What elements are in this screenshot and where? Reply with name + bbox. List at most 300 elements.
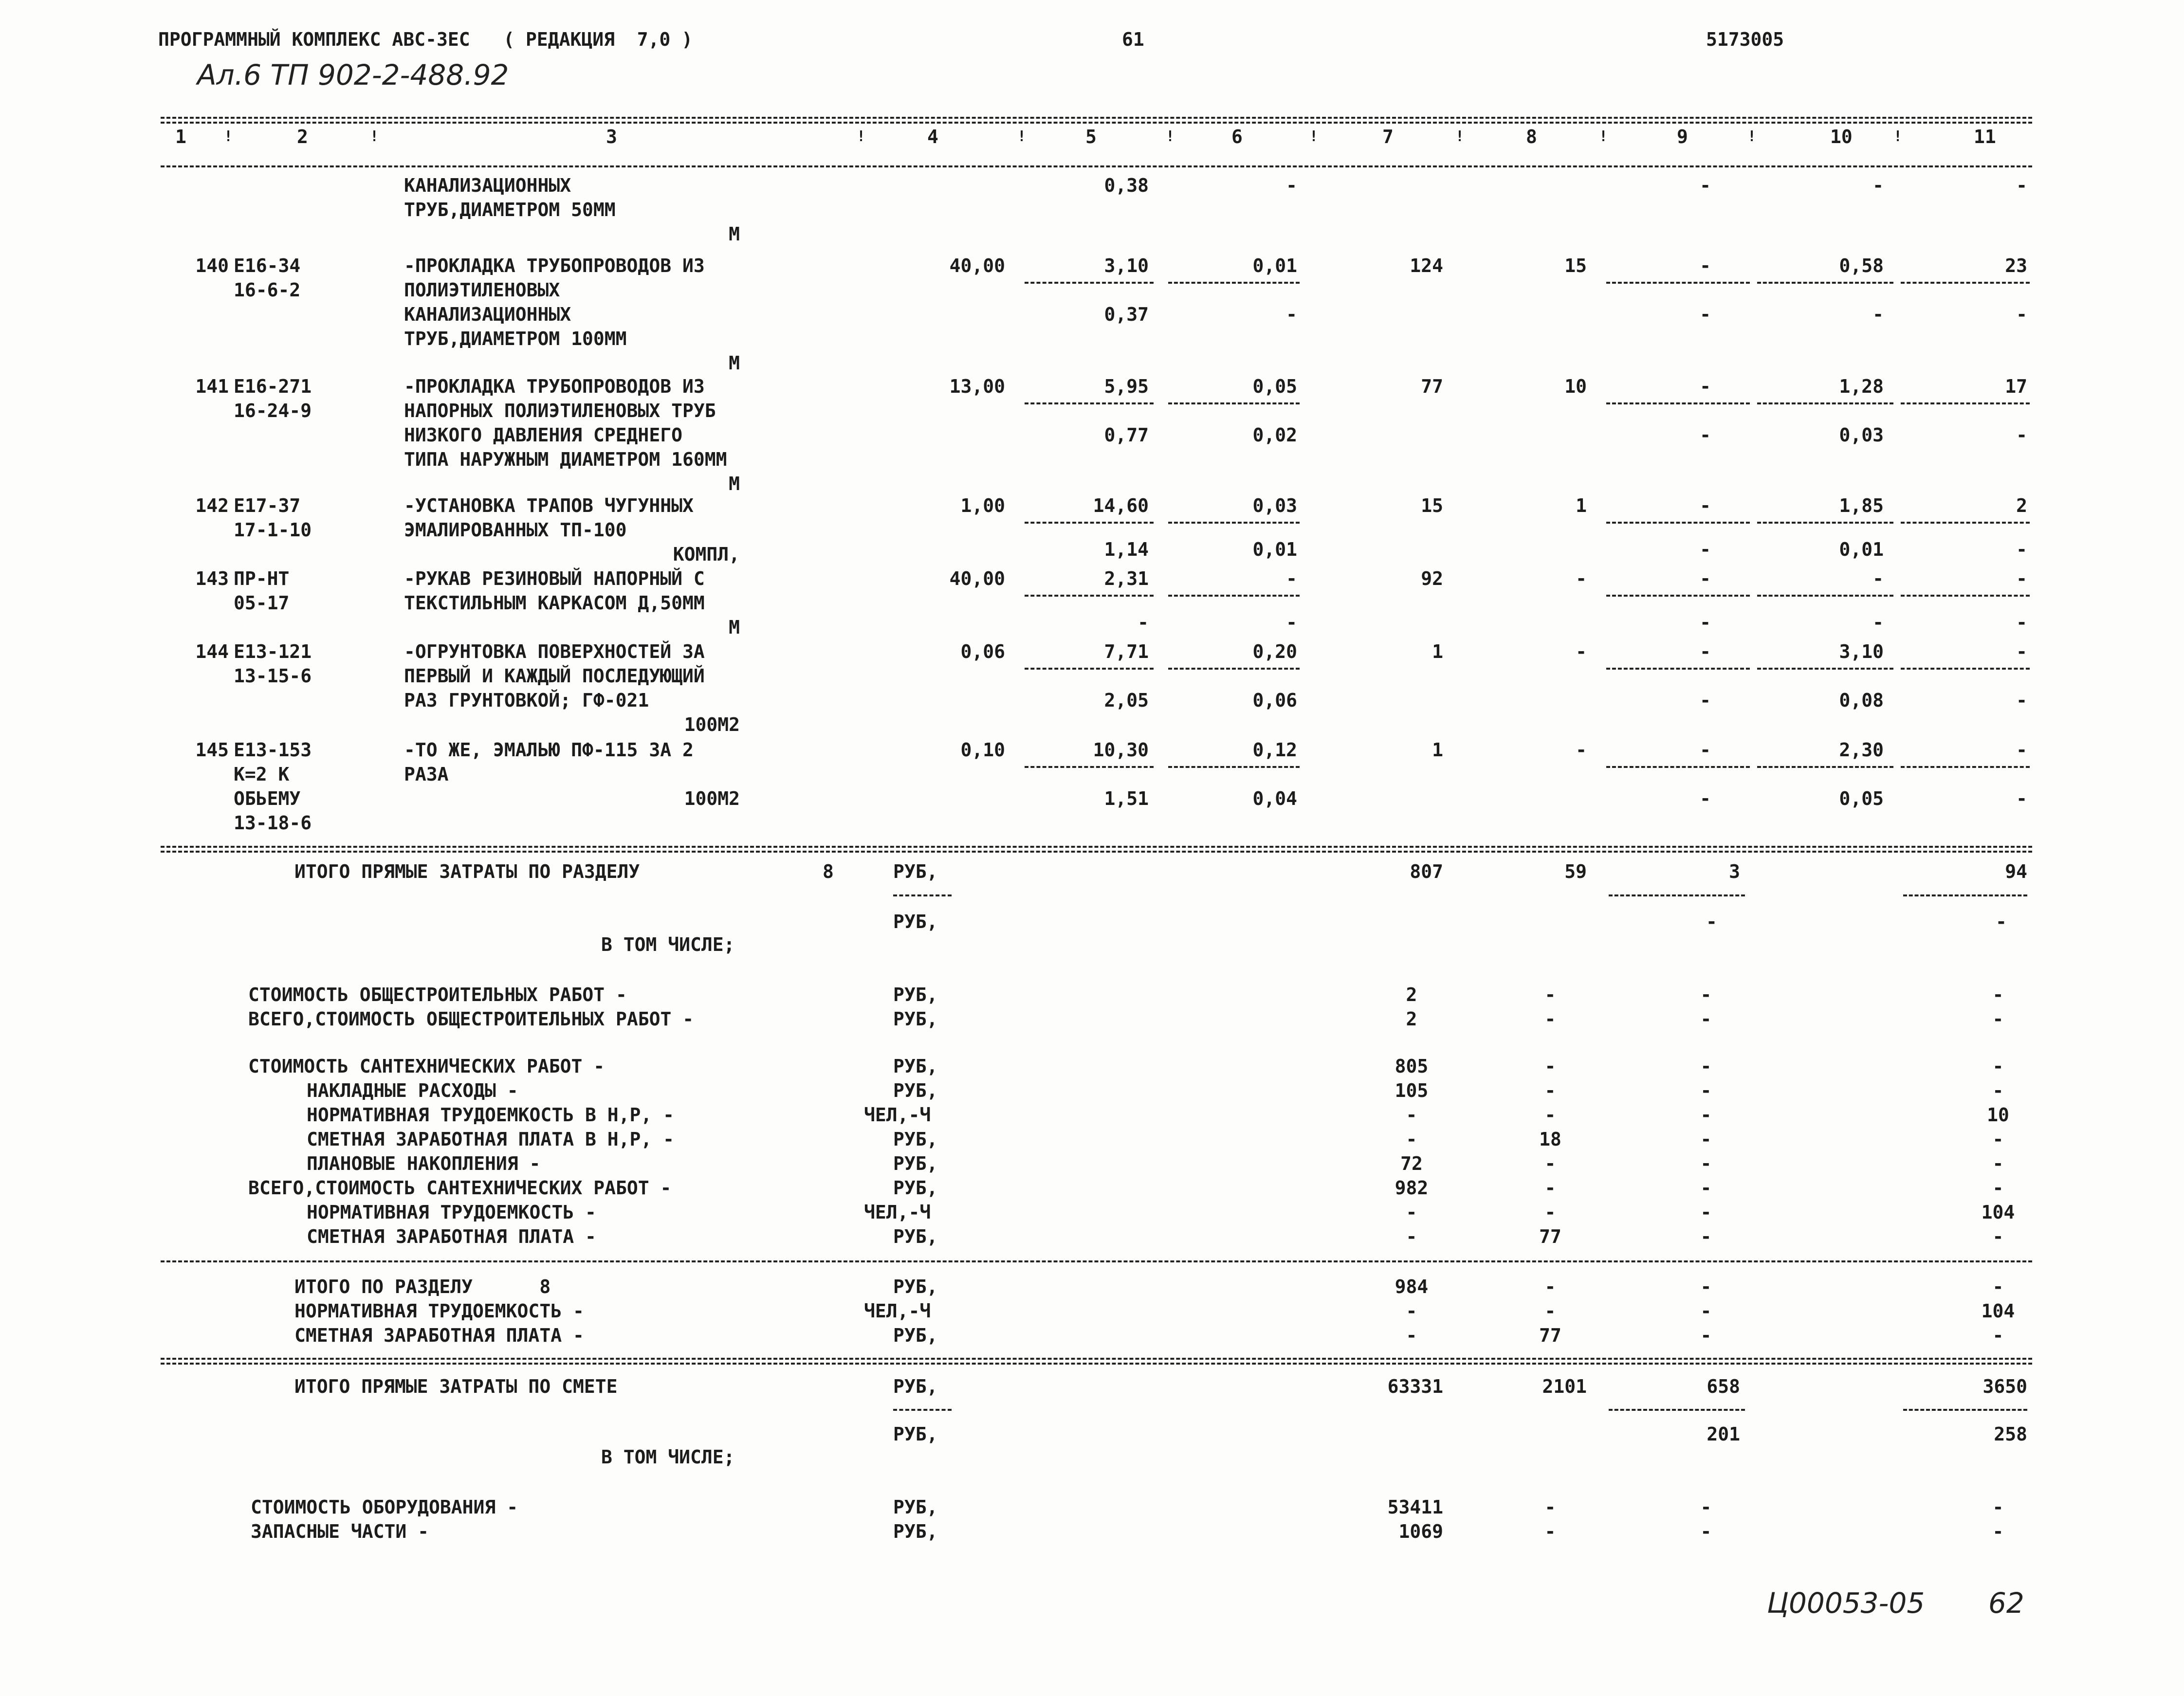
labor-machine-total: - [2016, 612, 2027, 633]
total-cost: 1069 [1398, 1521, 1443, 1542]
labor-total: - [1992, 1325, 2004, 1346]
labor-total: 3650 [1982, 1376, 2027, 1397]
total-cost: - [1406, 1129, 1417, 1150]
unit-cost-total: 14,60 [1093, 495, 1149, 516]
unit-of-measure: М [729, 352, 740, 374]
unit: РУБ, [893, 1226, 938, 1247]
unit: РУБ, [893, 911, 938, 932]
handwritten-reference: Ал.6 ТП 902-2-488.92 [197, 58, 509, 91]
unit-cost-total: 2,31 [1104, 568, 1149, 589]
unit: ЧЕЛ,-Ч [864, 1104, 931, 1126]
section-rule [161, 846, 2032, 848]
total-cost: 805 [1395, 1056, 1429, 1077]
unit-cost-machine: 0,37 [1104, 304, 1149, 325]
work-description: НАПОРНЫХ ПОЛИЭТИЛЕНОВЫХ ТРУБ [404, 400, 716, 421]
labor-machine: - [1872, 612, 1884, 633]
row-number: 141 [195, 376, 229, 397]
column-separator: ! [1599, 128, 1608, 145]
total-cost: 2 [1406, 1008, 1417, 1030]
underline-rule [1168, 402, 1300, 404]
total-cost: - [1406, 1226, 1417, 1247]
column-separator: ! [370, 128, 379, 145]
breakdown-label: НОРМАТИВНАЯ ТРУДОЕМКОСТЬ - [307, 1202, 596, 1223]
labor-total: - [1992, 1129, 2004, 1150]
work-description: РАЗ ГРУНТОВКОЙ; ГФ-021 [404, 690, 649, 711]
machine-wage: - [1700, 690, 1711, 711]
footer-doc-code: Ц00053-05 [1767, 1587, 1925, 1620]
labor-total: - [1992, 1177, 2004, 1199]
quantity: 13,00 [949, 376, 1005, 397]
unit: РУБ, [893, 1008, 938, 1030]
labor-machine-total: 258 [1994, 1423, 2027, 1445]
labor-unit: 2,30 [1839, 739, 1884, 761]
underline-rule [1901, 595, 2030, 597]
underline-rule [1609, 894, 1745, 896]
estimate-total-label: ИТОГО ПРЯМЫЕ ЗАТРАТЫ ПО СМЕТЕ [294, 1376, 618, 1397]
machine-cost: 658 [1707, 1376, 1740, 1397]
underline-rule [1025, 402, 1154, 404]
machine-wage: - [1700, 788, 1711, 809]
unit: РУБ, [893, 1056, 938, 1077]
breakdown-label: ПЛАНОВЫЕ НАКОПЛЕНИЯ - [307, 1153, 541, 1174]
unit-cost-machine: - [1138, 612, 1149, 633]
underline-rule [1757, 595, 1893, 597]
norm-code: 16-24-9 [234, 400, 312, 421]
total-cost: 2 [1406, 984, 1417, 1005]
column-header-1: 1 [175, 126, 186, 147]
total-cost: 982 [1395, 1177, 1429, 1199]
including-label: В ТОМ ЧИСЛЕ; [601, 1446, 735, 1468]
unit-cost-machine: 1,14 [1104, 539, 1149, 560]
quantity: 0,06 [960, 641, 1005, 662]
labor-total: - [2016, 641, 2027, 662]
underline-rule [1606, 668, 1750, 670]
unit: РУБ, [893, 1521, 938, 1542]
total-wage: 10 [1564, 376, 1587, 397]
unit-cost-wage: 0,03 [1252, 495, 1297, 516]
labor-machine-total: - [2016, 539, 2027, 560]
column-header-11: 11 [1974, 126, 1996, 147]
total-cost: 124 [1410, 255, 1443, 276]
underline-rule [1606, 522, 1750, 524]
labor-machine: 0,08 [1839, 690, 1884, 711]
total-cost: 72 [1400, 1153, 1423, 1174]
labor-unit: 1,28 [1839, 376, 1884, 397]
labor-machine: 0,05 [1839, 788, 1884, 809]
labor-total: 23 [2005, 255, 2027, 276]
machine-wage: - [1700, 424, 1711, 446]
norm-code: 13-15-6 [234, 665, 312, 687]
breakdown-label: СМЕТНАЯ ЗАРАБОТНАЯ ПЛАТА - [307, 1226, 596, 1247]
labor-machine-total: - [2016, 690, 2027, 711]
work-description: -ОГРУНТОВКА ПОВЕРХНОСТЕЙ ЗА [404, 641, 705, 662]
unit: РУБ, [893, 1080, 938, 1101]
work-description: КАНАЛИЗАЦИОННЫХ [404, 175, 571, 196]
labor-machine-total: - [1996, 911, 2007, 932]
breakdown-label: СТОИМОСТЬ ОБЩЕСТРОИТЕЛЬНЫХ РАБОТ - [248, 984, 627, 1005]
machine-cost: - [1700, 1325, 1712, 1346]
underline-rule [1606, 282, 1750, 284]
machine-cost: - [1700, 1496, 1712, 1518]
underline-rule [1168, 595, 1300, 597]
breakdown-label: НАКЛАДНЫЕ РАСХОДЫ - [307, 1080, 518, 1101]
total-wage: 77 [1539, 1226, 1561, 1247]
underline-rule [1606, 595, 1750, 597]
work-description: ТЕКСТИЛЬНЫМ КАРКАСОМ Д,50ММ [404, 592, 705, 614]
footer-page: 62 [1988, 1587, 2024, 1620]
machine-cost: - [1700, 1202, 1712, 1223]
summary-label: ИТОГО ПО РАЗДЕЛУ 8 [294, 1276, 551, 1297]
column-header-2: 2 [297, 126, 308, 147]
machine-cost: - [1700, 495, 1711, 516]
total-wage: - [1544, 1153, 1556, 1174]
labor-machine: 0,03 [1839, 424, 1884, 446]
labor-unit: 3,10 [1839, 641, 1884, 662]
total-wage: - [1544, 1080, 1556, 1101]
unit-cost-machine: 0,77 [1104, 424, 1149, 446]
unit-cost-wage: - [1286, 568, 1297, 589]
unit: РУБ, [893, 1423, 938, 1445]
underline-rule [1168, 668, 1300, 670]
labor-total: 17 [2005, 376, 2027, 397]
work-description: ПЕРВЫЙ И КАЖДЫЙ ПОСЛЕДУЮЩИЙ [404, 665, 705, 687]
labor-total: - [1992, 1521, 2004, 1542]
total-cost: - [1406, 1104, 1417, 1126]
unit-cost-wage: 0,12 [1252, 739, 1297, 761]
underline-rule [1168, 766, 1300, 768]
machine-wage: - [1700, 304, 1711, 325]
document-code: 5173005 [1706, 29, 1784, 50]
labor-total: - [1992, 1080, 2004, 1101]
unit-cost-total: 10,30 [1093, 739, 1149, 761]
unit: РУБ, [893, 1325, 938, 1346]
total-cost: 15 [1421, 495, 1443, 516]
work-description: НИЗКОГО ДАВЛЕНИЯ СРЕДНЕГО [404, 424, 682, 446]
total-cost: - [1406, 1300, 1417, 1322]
underline-rule [1757, 282, 1893, 284]
quantity: 40,00 [949, 568, 1005, 589]
labor-total: 94 [2005, 861, 2027, 882]
machine-cost: - [1700, 1008, 1712, 1030]
labor-total: 10 [1987, 1104, 2009, 1126]
total-cost: 1 [1432, 641, 1443, 662]
machine-cost: - [1700, 1300, 1712, 1322]
machine-cost: 3 [1729, 861, 1740, 882]
unit-cost-total: 5,95 [1104, 376, 1149, 397]
norm-code: Е13-153 [234, 739, 312, 761]
labor-total: 2 [2016, 495, 2027, 516]
unit-of-measure: М [729, 473, 740, 494]
breakdown-label: СТОИМОСТЬ САНТЕХНИЧЕСКИХ РАБОТ - [248, 1056, 605, 1077]
underline-rule [1903, 894, 2027, 896]
unit-cost-machine: 2,05 [1104, 690, 1149, 711]
labor-total: - [1992, 1226, 2004, 1247]
column-header-7: 7 [1382, 126, 1394, 147]
norm-code: 13-18-6 [234, 812, 312, 834]
summary-rule [161, 1260, 2032, 1262]
work-description: ЭМАЛИРОВАННЫХ ТП-100 [404, 519, 627, 541]
breakdown-label: СМЕТНАЯ ЗАРАБОТНАЯ ПЛАТА В Н,Р, - [307, 1129, 674, 1150]
equipment-label: СТОИМОСТЬ ОБОРУДОВАНИЯ - [251, 1496, 518, 1518]
underline-rule [1025, 282, 1154, 284]
row-number: 144 [195, 641, 229, 662]
labor-machine: - [1872, 304, 1884, 325]
underline-rule [1901, 402, 2030, 404]
total-cost: 105 [1395, 1080, 1429, 1101]
total-wage: 59 [1564, 861, 1587, 882]
machine-cost: - [1700, 984, 1712, 1005]
total-wage: 1 [1576, 495, 1587, 516]
norm-code: Е13-121 [234, 641, 312, 662]
total-wage: - [1544, 1104, 1556, 1126]
page-number: 61 [1122, 29, 1144, 50]
quantity: 40,00 [949, 255, 1005, 276]
total-wage: - [1544, 1056, 1556, 1077]
underline-rule [1901, 282, 2030, 284]
unit-cost-total: 7,71 [1104, 641, 1149, 662]
column-header-3: 3 [606, 126, 617, 147]
column-header-8: 8 [1526, 126, 1537, 147]
unit-cost-machine-wage: 0,02 [1252, 424, 1297, 446]
unit-of-measure: 100М2 [684, 788, 740, 809]
machine-cost: - [1700, 1226, 1712, 1247]
work-description: -РУКАВ РЕЗИНОВЫЙ НАПОРНЫЙ С [404, 568, 705, 589]
unit-of-measure: М [729, 617, 740, 638]
unit-cost-machine-wage: 0,04 [1252, 788, 1297, 809]
underline-rule [1606, 402, 1750, 404]
total-wage: - [1576, 641, 1587, 662]
column-header-5: 5 [1085, 126, 1097, 147]
machine-cost: - [1700, 175, 1711, 196]
work-description: РАЗА [404, 764, 449, 785]
unit-cost-wage: 0,20 [1252, 641, 1297, 662]
column-separator: ! [1166, 128, 1175, 145]
total-wage: 2101 [1542, 1376, 1587, 1397]
column-header-9: 9 [1677, 126, 1688, 147]
underline-rule [1168, 522, 1300, 524]
column-header-rule [161, 165, 2032, 167]
work-description: -ПРОКЛАДКА ТРУБОПРОВОДОВ ИЗ [404, 255, 705, 276]
total-cost: 92 [1421, 568, 1443, 589]
labor-unit: 1,85 [1839, 495, 1884, 516]
underline-rule [1025, 766, 1154, 768]
equipment-label: ЗАПАСНЫЕ ЧАСТИ - [251, 1521, 429, 1542]
total-wage: - [1544, 1202, 1556, 1223]
total-wage: 18 [1539, 1129, 1561, 1150]
column-separator: ! [1309, 128, 1319, 145]
underline-rule [1901, 766, 2030, 768]
total-cost: 53411 [1387, 1496, 1443, 1518]
unit-cost-machine-wage: - [1286, 612, 1297, 633]
breakdown-label: НОРМАТИВНАЯ ТРУДОЕМКОСТЬ В Н,Р, - [307, 1104, 674, 1126]
row-number: 142 [195, 495, 229, 516]
labor-machine-total: - [2016, 788, 2027, 809]
underline-rule [1757, 522, 1893, 524]
norm-code: Е16-271 [234, 376, 312, 397]
total-cost: - [1406, 1202, 1417, 1223]
work-description: -ТО ЖЕ, ЭМАЛЬЮ ПФ-115 ЗА 2 [404, 739, 694, 761]
labor-unit: - [1872, 568, 1884, 589]
work-description: ПОЛИЭТИЛЕНОВЫХ [404, 279, 560, 301]
norm-code: 05-17 [234, 592, 290, 614]
total-cost: 984 [1395, 1276, 1429, 1297]
total-cost: - [1406, 1325, 1417, 1346]
column-separator: ! [224, 128, 233, 145]
quantity: 1,00 [960, 495, 1005, 516]
labor-total: - [1992, 1496, 2004, 1518]
column-separator: ! [1893, 128, 1903, 145]
column-separator: ! [1747, 128, 1757, 145]
labor-unit: 0,58 [1839, 255, 1884, 276]
work-description: ТИПА НАРУЖНЫМ ДИАМЕТРОМ 160ММ [404, 449, 727, 470]
labor-total: - [2016, 568, 2027, 589]
labor-total: - [2016, 175, 2027, 196]
norm-code: ПР-НТ [234, 568, 290, 589]
total-wage: 15 [1564, 255, 1587, 276]
underline-rule [1757, 766, 1893, 768]
unit-of-measure: М [729, 223, 740, 245]
machine-cost: - [1700, 376, 1711, 397]
machine-cost: - [1700, 1153, 1712, 1174]
total-wage: 77 [1539, 1325, 1561, 1346]
machine-wage: - [1700, 539, 1711, 560]
machine-cost: - [1700, 1521, 1712, 1542]
total-wage: - [1544, 1276, 1556, 1297]
underline-rule [1901, 522, 2030, 524]
labor-total: - [2016, 739, 2027, 761]
machine-wage: - [1706, 911, 1717, 932]
unit: РУБ, [893, 1276, 938, 1297]
section-total-label: ИТОГО ПРЯМЫЕ ЗАТРАТЫ ПО РАЗДЕЛУ [294, 861, 640, 882]
unit-cost-machine-wage: - [1286, 304, 1297, 325]
summary-label: НОРМАТИВНАЯ ТРУДОЕМКОСТЬ - [294, 1300, 584, 1322]
labor-machine-total: - [2016, 304, 2027, 325]
section-rule [161, 851, 2032, 853]
underline-rule [893, 894, 952, 896]
work-description: -ПРОКЛАДКА ТРУБОПРОВОДОВ ИЗ [404, 376, 705, 397]
row-number: 140 [195, 255, 229, 276]
unit: РУБ, [893, 861, 938, 882]
machine-cost: - [1700, 641, 1711, 662]
quantity: 0,10 [960, 739, 1005, 761]
unit-cost-wage: - [1286, 175, 1297, 196]
work-description: -УСТАНОВКА ТРАПОВ ЧУГУННЫХ [404, 495, 694, 516]
underline-rule [893, 1409, 952, 1411]
labor-total: 104 [1981, 1300, 2015, 1322]
underline-rule [1757, 402, 1893, 404]
row-number: 143 [195, 568, 229, 589]
unit: РУБ, [893, 1177, 938, 1199]
underline-rule [1025, 522, 1154, 524]
labor-total: - [1992, 1276, 2004, 1297]
underline-rule [1901, 668, 2030, 670]
labor-total: - [1992, 1008, 2004, 1030]
labor-total: - [1992, 984, 2004, 1005]
table-top-rule-2 [161, 122, 2032, 124]
labor-unit: - [1872, 175, 1884, 196]
total-cost: 807 [1410, 861, 1443, 882]
total-wage: - [1544, 1008, 1556, 1030]
column-header-4: 4 [927, 126, 938, 147]
unit: ЧЕЛ,-Ч [864, 1202, 931, 1223]
breakdown-label: ВСЕГО,СТОИМОСТЬ ОБЩЕСТРОИТЕЛЬНЫХ РАБОТ - [248, 1008, 694, 1030]
unit: РУБ, [893, 1496, 938, 1518]
unit-of-measure: 100М2 [684, 714, 740, 735]
norm-code: 16-6-2 [234, 279, 301, 301]
machine-cost: - [1700, 1056, 1712, 1077]
column-header-10: 10 [1830, 126, 1853, 147]
machine-cost: - [1700, 568, 1711, 589]
machine-wage: 201 [1707, 1423, 1740, 1445]
unit-cost-total: 3,10 [1104, 255, 1149, 276]
summary-label: СМЕТНАЯ ЗАРАБОТНАЯ ПЛАТА - [294, 1325, 584, 1346]
norm-code: 17-1-10 [234, 519, 312, 541]
unit: РУБ, [893, 984, 938, 1005]
unit-cost-machine-wage: 0,06 [1252, 690, 1297, 711]
total-wage: - [1544, 1496, 1556, 1518]
machine-cost: - [1700, 739, 1711, 761]
unit: РУБ, [893, 1153, 938, 1174]
unit: РУБ, [893, 1129, 938, 1150]
estimate-rule [161, 1358, 2032, 1360]
total-wage: - [1576, 568, 1587, 589]
machine-cost: - [1700, 1080, 1712, 1101]
column-separator: ! [1455, 128, 1465, 145]
machine-cost: - [1700, 1104, 1712, 1126]
total-cost: 1 [1432, 739, 1443, 761]
breakdown-label: ВСЕГО,СТОИМОСТЬ САНТЕХНИЧЕСКИХ РАБОТ - [248, 1177, 672, 1199]
total-wage: - [1576, 739, 1587, 761]
labor-total: - [1992, 1153, 2004, 1174]
norm-code: ОБЬЕМУ [234, 788, 301, 809]
column-separator: ! [1017, 128, 1027, 145]
machine-cost: - [1700, 1276, 1712, 1297]
labor-machine-total: - [2016, 424, 2027, 446]
labor-machine: 0,01 [1839, 539, 1884, 560]
underline-rule [1025, 595, 1154, 597]
estimate-rule [161, 1363, 2032, 1365]
program-title: ПРОГРАММНЫЙ КОМПЛЕКС АВС-3ЕС ( РЕДАКЦИЯ 7,0 ) [158, 29, 693, 50]
machine-cost: - [1700, 1177, 1712, 1199]
labor-total: 104 [1981, 1202, 2015, 1223]
unit: ЧЕЛ,-Ч [864, 1300, 931, 1322]
including-label: В ТОМ ЧИСЛЕ; [601, 934, 735, 955]
work-description: КАНАЛИЗАЦИОННЫХ [404, 304, 571, 325]
unit-of-measure: КОМПЛ, [673, 544, 740, 565]
unit-cost-machine-wage: 0,01 [1252, 539, 1297, 560]
underline-rule [1025, 668, 1154, 670]
work-description: ТРУБ,ДИАМЕТРОМ 50ММ [404, 199, 616, 220]
unit-cost-total: 0,38 [1104, 175, 1149, 196]
machine-wage: - [1700, 612, 1711, 633]
underline-rule [1606, 766, 1750, 768]
column-header-6: 6 [1231, 126, 1243, 147]
total-wage: - [1544, 1177, 1556, 1199]
total-wage: - [1544, 984, 1556, 1005]
machine-cost: - [1700, 255, 1711, 276]
section-number: 8 [823, 861, 834, 882]
norm-code: Е16-34 [234, 255, 301, 276]
unit: РУБ, [893, 1376, 938, 1397]
table-top-rule [161, 117, 2032, 119]
machine-cost: - [1700, 1129, 1712, 1150]
work-description: ТРУБ,ДИАМЕТРОМ 100ММ [404, 328, 627, 349]
total-cost: 63331 [1387, 1376, 1443, 1397]
total-cost: 77 [1421, 376, 1443, 397]
norm-code: К=2 К [234, 764, 290, 785]
unit-cost-machine: 1,51 [1104, 788, 1149, 809]
unit-cost-wage: 0,05 [1252, 376, 1297, 397]
